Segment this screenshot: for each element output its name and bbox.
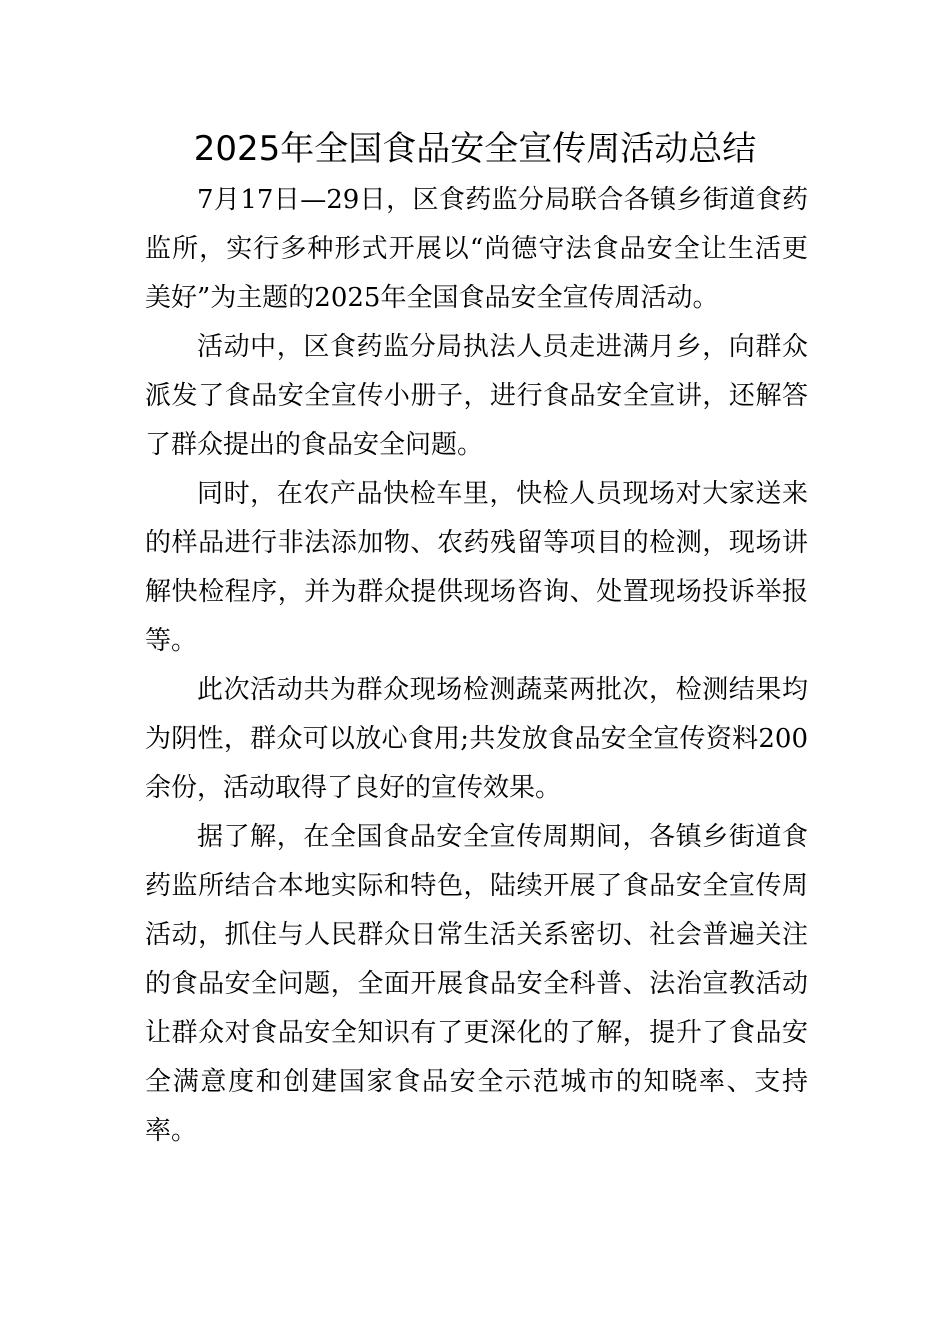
paragraph-2: 活动中，区食药监分局执法人员走进满月乡，向群众派发了食品安全宣传小册子，进行食品安全宣讲，还解答了群众提出的食品安全问题。 (145, 332, 808, 460)
paragraph-4: 此次活动共为群众现场检测蔬菜两批次，检测结果均为阴性，群众可以放心食用;共发放食品安全宣传资料200余份，活动取得了良好的宣传效果。 (145, 675, 808, 803)
paragraph-1: 7月17日—29日，区食药监分局联合各镇乡街道食药监所，实行多种形式开展以“尚德守法食品安全让生活更美好”为主题的2025年全国食品安全宣传周活动。 (145, 185, 808, 313)
paragraph-5: 据了解，在全国食品安全宣传周期间，各镇乡街道食药监所结合本地实际和特色，陆续开展了食品安全宣传周活动，抓住与人民群众日常生活关系密切、社会普遍关注的食品安全问题，全面开展食品安全科普、法治宣教活动让群众对食品安全知识有了更深化的了解，提升了食品安全满意度和创建国家食品安全示范城市的知晓率、支持率。 (145, 822, 808, 1146)
paragraph-3: 同时，在农产品快检车里，快检人员现场对大家送来的样品进行非法添加物、农药残留等项目的检测，现场讲解快检程序，并为群众提供现场咨询、处置现场投诉举报等。 (145, 479, 808, 656)
document-body (145, 176, 808, 1156)
document-title: 2025年全国食品安全宣传周活动总结 (193, 129, 757, 169)
